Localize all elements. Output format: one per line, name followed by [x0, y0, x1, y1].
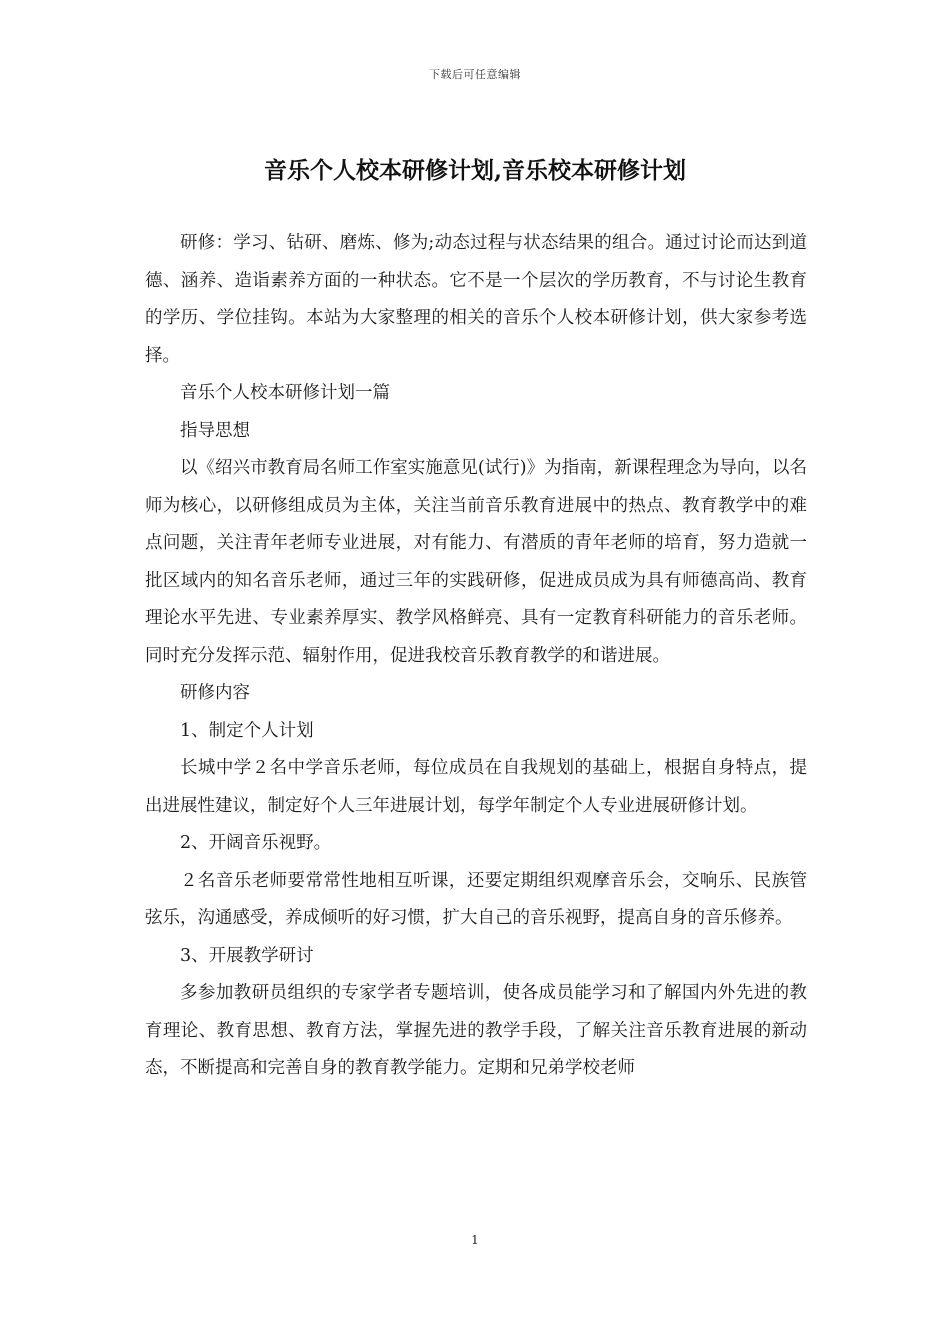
section-heading-content: 研修内容	[180, 683, 250, 703]
paragraph-item-2: ２名音乐老师要常常性地相互听课，还要定期组织观摩音乐会，交响乐、民族管弦乐，沟通感受，养成倾听的好习惯，扩大自己的音乐视野，提高自身的音乐修养。	[145, 870, 807, 928]
item-heading-1: 1、制定个人计划	[180, 720, 314, 741]
section-heading-plan-one: 音乐个人校本研修计划一篇	[180, 383, 390, 403]
paragraph-item-1: 长城中学２名中学音乐老师，每位成员在自我规划的基础上，根据自身特点，提出进展性建议，制定好个人三年进展计划，每学年制定个人专业进展研修计划。	[145, 758, 807, 816]
item-heading-2: 2、开阔音乐视野。	[180, 833, 332, 853]
paragraph-guiding-idea: 以《绍兴市教育局名师工作室实施意见(试行)》为指南，新课程理念为导向，以名师为核心，以研修组成员为主体，关注当前音乐教育进展中的热点、教育教学中的难点问题，关注青年老师专业进展，对有能力、有潜质的青年老师的培育，努力造就一批区域内的知名音乐老师，通过三年的实践研修，促进成员成为具有师德高尚、教育理论水平先进、专业素养厚实、教学风格鲜亮、具有一定教育科研能力的音乐老师。同时充分发挥示范、辐射作用，促进我校音乐教育教学的和谐进展。	[145, 458, 807, 666]
paragraph-item-3: 多参加教研员组织的专家学者专题培训，使各成员能学习和了解国内外先进的教育理论、教育思想、教育方法，掌握先进的教学手段，了解关注音乐教育进展的新动态，不断提高和完善自身的教育教学能力。定期和兄弟学校老师	[145, 983, 807, 1078]
paragraph-intro: 研修：学习、钻研、磨炼、修为;动态过程与状态结果的组合。通过讨论而达到道德、涵养、造诣素养方面的一种状态。它不是一个层次的学历教育，不与讨论生教育的学历、学位挂钩。本站为大家整理的相关的音乐个人校本研修计划，供大家参考选择。	[145, 233, 807, 366]
item-heading-3: 3、开展教学研讨	[180, 945, 314, 966]
page-number: 1	[471, 1233, 479, 1247]
header-note: 下载后可任意编辑	[429, 68, 521, 81]
document-body	[145, 225, 807, 1088]
document-title: 音乐个人校本研修计划,音乐校本研修计划	[263, 157, 686, 184]
section-heading-guiding-idea: 指导思想	[180, 420, 250, 441]
